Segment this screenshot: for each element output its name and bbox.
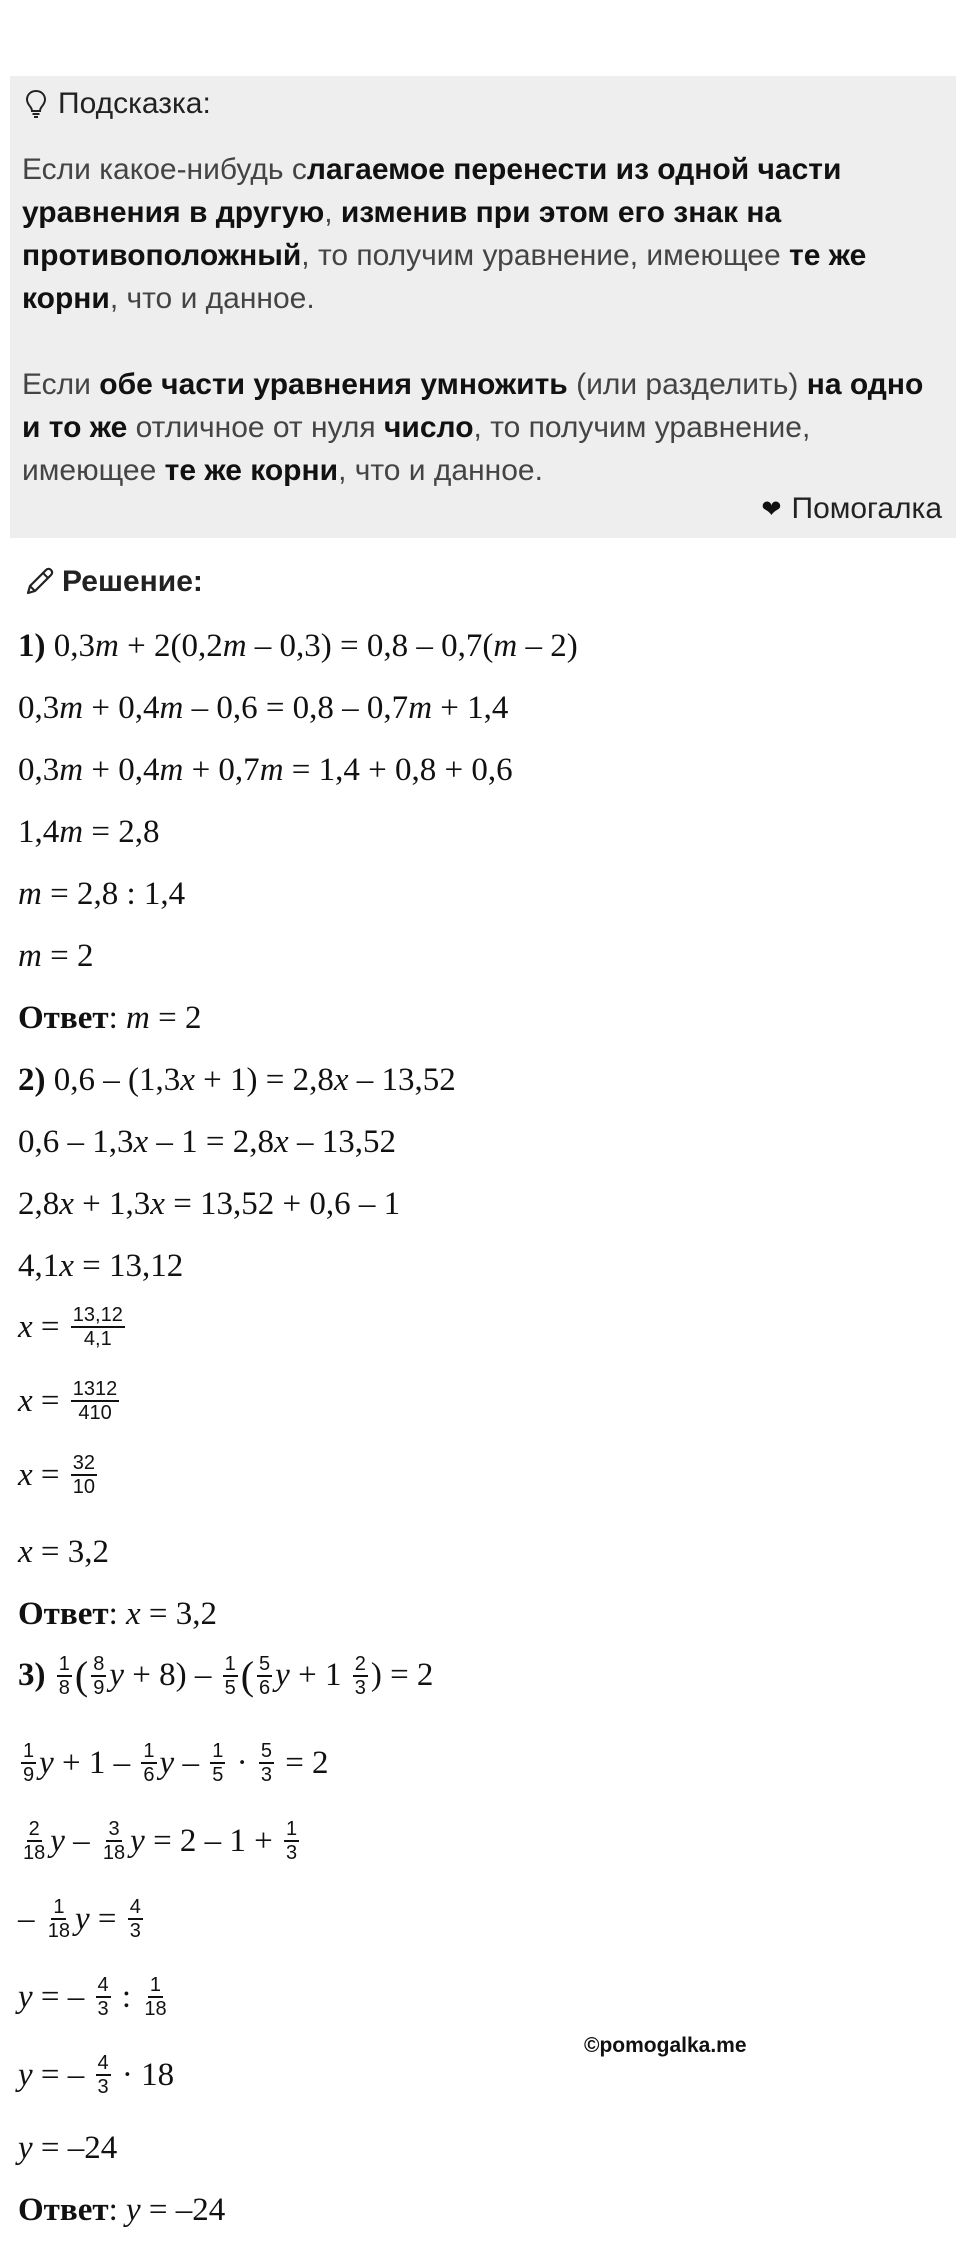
equation-line [18,1818,302,1864]
fraction-denominator: 5 [212,1764,224,1786]
variable: y [18,2056,33,2093]
variable: x [18,1308,33,1345]
fraction [257,1653,272,1699]
fraction-denominator: 5 [224,1676,236,1699]
equation-line [18,1740,329,1786]
math-text: 1,4 [18,814,60,850]
math-text: – [64,1822,98,1859]
math-text: 4,1 [18,1248,60,1284]
fraction [128,1896,143,1942]
math-text: + 0,4 [83,752,160,788]
variable: y [275,1657,290,1693]
fraction-denominator: 3 [354,1676,366,1699]
hint-text-run: , то получим уравнение, имеющее [22,411,811,487]
math-text: + 8) – [123,1657,220,1693]
fraction [46,1896,72,1942]
variable: m [222,628,247,664]
fraction-numerator: 1 [53,1896,65,1918]
fraction [142,1974,168,2020]
fraction-numerator: 4 [129,1896,141,1918]
equation-line [18,752,513,789]
fraction-numerator: 8 [93,1652,105,1675]
fraction-numerator: 13,12 [72,1304,123,1326]
paren: ( [74,1653,89,1698]
fraction [210,1740,225,1786]
equation-line [18,1186,400,1223]
fraction-numerator: 1 [212,1740,224,1762]
fraction-numerator: 1 [286,1818,298,1840]
hint-header [24,86,211,122]
fraction [71,1452,97,1498]
math-text: 2,8 [18,1186,60,1222]
fraction-denominator: 3 [97,2076,109,2098]
variable: y [75,1900,90,1937]
fraction [96,1974,111,2020]
equation-line [18,628,578,665]
math-text: + 1) = 2,8 [194,1062,334,1098]
fraction [223,1653,238,1699]
fraction-denominator: 18 [47,1920,70,1942]
math-text: 0,3 [18,752,60,788]
math-text: = 13,12 [73,1248,184,1284]
variable: m [18,938,42,974]
math-text: = 13,52 + 0,6 – 1 [164,1186,401,1222]
bold-label: Ответ [18,1000,109,1036]
hint-text-run: Если какое-нибудь с [22,153,307,186]
math-text: : [108,1596,126,1632]
hint-text-run: число [384,411,474,444]
fraction [353,1653,368,1699]
equation-line [18,1534,109,1571]
hint-text-run: отличное от нуля [127,411,384,444]
math-text: = – [32,2056,93,2093]
fraction-denominator: 3 [97,1998,109,2020]
hint-text-run: те же корни [164,454,339,487]
hint-text-run: лагаемое перенести из одной части уравнения в другую [22,153,842,229]
math-text: = 2 [149,1000,202,1036]
variable: y [130,1822,145,1859]
fraction-numerator: 5 [260,1740,272,1762]
variable: y [18,2130,33,2166]
math-text: = 2 – 1 + [144,1822,282,1859]
fraction [91,1653,106,1699]
fraction-denominator: 6 [143,1764,155,1786]
hint-paragraph-1 [22,148,942,320]
lightbulb-icon [24,89,48,119]
fraction-numerator: 1 [143,1740,155,1762]
equation-line [18,1304,128,1350]
fraction-numerator: 5 [259,1652,271,1675]
math-text: – [174,1744,208,1781]
math-text: = 3,2 [140,1596,218,1632]
bold-label: 2) [18,1062,46,1098]
fraction [57,1653,72,1699]
math-text: 0,3 [18,690,60,726]
variable: m [59,752,84,788]
equation-line [18,814,159,851]
bold-label: 3) [18,1657,46,1693]
math-text: = [89,1900,125,1937]
math-text: + 2(0,2 [118,628,223,664]
math-text: – 2) [517,628,578,664]
equation-line [18,1248,183,1285]
hint-text-run: Если [22,368,100,401]
fraction-numerator: 32 [72,1452,96,1474]
hint-text-run: (или разделить) [567,368,807,401]
credit-label: Помогалка [791,492,942,525]
math-text: = – [32,1978,93,2015]
math-text: 0,6 – 1,3 [18,1124,134,1160]
fraction [21,1818,47,1864]
equation-line [18,1974,172,2020]
math-text: · 18 [113,2056,175,2093]
variable: y [109,1657,124,1693]
equation-line [18,876,185,913]
variable: m [159,752,184,788]
math-text: : [113,1978,140,2015]
fraction-denominator: 18 [144,1998,167,2020]
variable: m [159,690,184,726]
fraction-denominator: 18 [23,1842,46,1864]
math-text: · [228,1744,256,1781]
variable: x [59,1248,74,1284]
math-text: – 13,52 [348,1062,456,1098]
hint-text-run: , [324,196,341,229]
variable: m [18,876,42,912]
fraction-numerator: 3 [108,1818,120,1840]
math-text [46,1657,54,1694]
equation-line [18,1378,122,1424]
fraction [259,1740,274,1786]
equation-line [18,1124,396,1161]
math-text: = 2,8 : 1,4 [41,876,186,912]
fraction-numerator: 1312 [72,1378,118,1400]
variable: x [18,1534,33,1570]
watermark: ©pomogalka.me [584,2034,747,2057]
variable: y [39,1744,54,1781]
variable: y [18,1978,33,2015]
fraction-denominator: 10 [72,1476,96,1498]
math-text: = 2 [41,938,94,974]
heart-icon: ❤ [761,495,782,523]
hint-text-run: , то получим уравнение, имеющее [301,239,790,272]
equation-line [18,2052,174,2098]
fraction [21,1740,36,1786]
math-text: : [108,1000,126,1036]
math-text: 0,3 [45,628,95,664]
math-text: + 1 [289,1657,350,1693]
bold-label: Ответ [18,1596,109,1632]
hint-text-run: , что и данное. [109,282,315,315]
hint-text-run: изменив при этом его знак на противоположный [22,196,782,272]
pencil-icon [22,565,56,599]
variable: x [180,1062,195,1098]
fraction-numerator: 2 [28,1818,40,1840]
math-text: – 13,52 [288,1124,396,1160]
fraction-denominator: 410 [78,1402,112,1424]
fraction-denominator: 6 [259,1676,271,1699]
fraction-denominator: 3 [260,1764,272,1786]
math-text: = 1,4 + 0,8 + 0,6 [283,752,513,788]
math-text: ) = 2 [370,1657,434,1693]
equation-line [18,2192,225,2229]
math-text: + 1,4 [432,690,509,726]
math-text: 0,6 – (1,3 [45,1062,181,1098]
math-text: = –24 [140,2192,226,2228]
fraction-numerator: 1 [23,1740,35,1762]
solution-title: Решение: [62,565,203,598]
equation-line [18,690,508,727]
math-text: = [32,1456,68,1493]
math-text: – 0,3) = 0,8 – 0,7( [246,628,494,664]
fraction-denominator: 3 [129,1920,141,1942]
fraction-denominator: 3 [286,1842,298,1864]
variable: x [150,1186,165,1222]
solution-header [22,562,203,602]
math-text: = [32,1382,68,1419]
hint-paragraph-2 [22,363,942,492]
math-text: = 3,2 [32,1534,110,1570]
variable: y [50,1822,65,1859]
fraction-denominator: 4,1 [83,1328,112,1350]
fraction [96,2052,111,2098]
equation-line [18,1452,100,1498]
fraction [284,1818,299,1864]
fraction-denominator: 9 [23,1764,35,1786]
variable: x [274,1124,289,1160]
hint-text-run: те же корни [22,239,867,315]
math-text: = [32,1308,68,1345]
bold-label: 1) [18,628,46,664]
math-text: – 0,6 = 0,8 – 0,7 [183,690,409,726]
fraction-numerator: 1 [149,1974,162,1996]
variable: x [18,1456,33,1493]
variable: m [259,752,284,788]
variable: m [59,814,84,850]
equation-line [18,1062,456,1099]
fraction-numerator: 4 [97,2052,109,2074]
fraction-numerator: 4 [97,1974,109,1996]
math-text: : [108,2192,126,2228]
fraction [101,1818,127,1864]
fraction-denominator: 8 [58,1676,70,1699]
equation-line [18,1652,433,1699]
fraction-denominator: 18 [102,1842,126,1864]
hint-title: Подсказка: [58,87,211,120]
math-text: + 0,4 [83,690,160,726]
math-text: = 2 [276,1744,329,1781]
equation-line [18,1896,146,1942]
variable: x [333,1062,349,1098]
hint-text-run: на одно и то же [22,368,924,444]
variable: m [59,690,84,726]
variable: m [95,628,119,664]
fraction [71,1378,120,1424]
math-text: + 0,7 [183,752,260,788]
variable: y [159,1744,175,1781]
fraction-denominator: 9 [93,1676,105,1699]
fraction [71,1304,125,1350]
fraction-numerator: 1 [224,1652,236,1675]
variable: m [125,1000,150,1036]
math-text: – [18,1900,43,1937]
variable: x [18,1382,33,1419]
variable: m [493,628,518,664]
variable: y [125,2192,141,2228]
variable: x [59,1186,74,1222]
hint-text-run: , что и данное. [338,454,543,487]
equation-line [18,1000,201,1037]
fraction [141,1740,156,1786]
math-text: – 1 = 2,8 [148,1124,275,1160]
bold-label: Ответ [18,2192,109,2228]
hint-text-run: обе части уравнения умножить [99,368,568,401]
math-text: = –24 [32,2130,118,2166]
variable: x [125,1596,141,1632]
fraction-numerator: 2 [354,1652,366,1675]
fraction-numerator: 1 [58,1652,70,1675]
credit-link[interactable] [761,492,942,526]
math-text: + 1,3 [73,1186,151,1222]
equation-line [18,938,93,975]
math-text: = 2,8 [83,814,160,850]
hint-box [10,76,956,538]
variable: m [408,690,433,726]
variable: x [133,1124,149,1160]
math-text: + 1 – [53,1744,139,1781]
equation-line [18,2130,117,2167]
equation-line [18,1596,217,1633]
paren: ( [240,1653,255,1698]
